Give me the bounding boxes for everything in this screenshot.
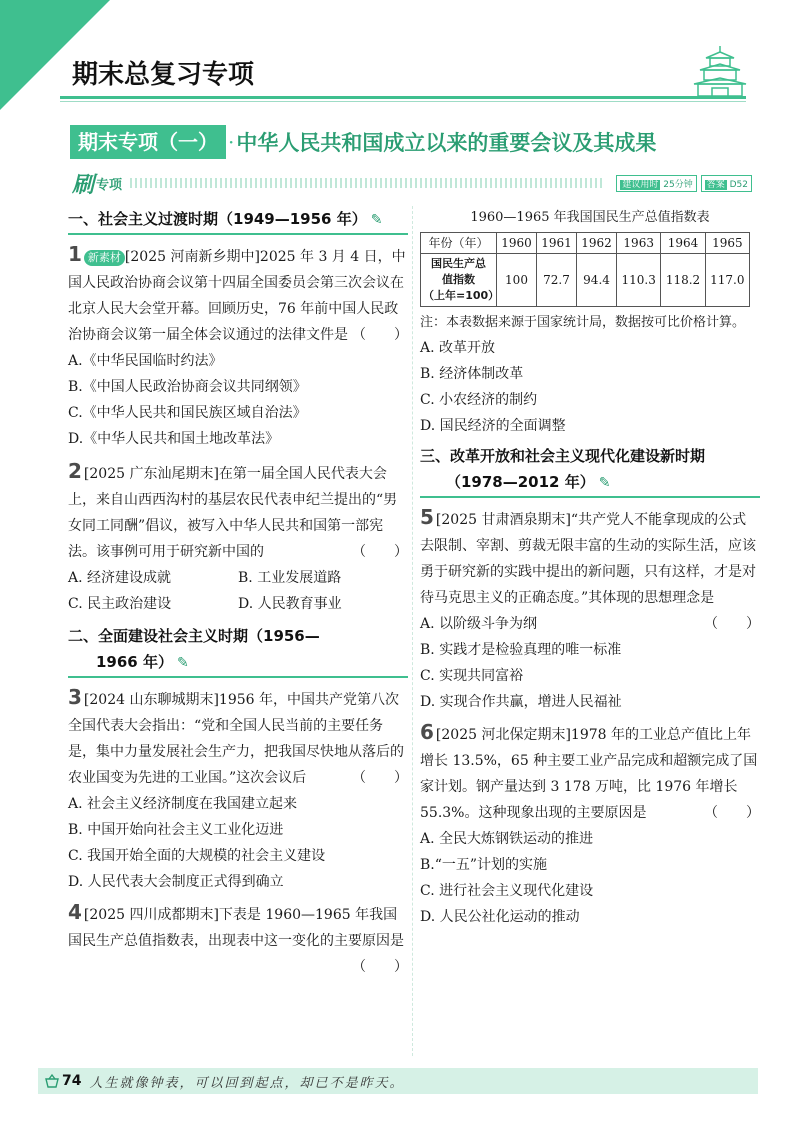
option-a: A. 经济建设成就: [68, 570, 172, 586]
question-number: 3: [68, 685, 82, 709]
option-a: A. 社会主义经济制度在我国建立起来: [68, 796, 298, 812]
pencil-icon: ✎: [176, 655, 189, 671]
table-year-cell: 1961: [537, 233, 577, 254]
answer-blank: （ ）: [704, 805, 760, 821]
option-b: B. 工业发展道路: [238, 570, 342, 586]
answer-blank: （ ）: [352, 327, 408, 343]
section-heading-2-text-b: 1966 年）: [96, 653, 173, 671]
option-a: A. 全民大炼钢铁运动的推进: [420, 831, 594, 847]
option-b: B. 中国开始向社会主义工业化迈进: [68, 822, 284, 838]
option-d: D. 实现合作共赢，增进人民福祉: [420, 694, 622, 710]
new-material-badge: 新素材: [84, 250, 125, 266]
option-c: C. 实现共同富裕: [420, 668, 524, 684]
table-note: 注：本表数据来源于国家统计局，数据按可比价格计算。: [420, 315, 746, 330]
options-row-1: [68, 565, 408, 591]
answer-tag: [701, 175, 752, 192]
option-a: A. 改革开放: [420, 340, 496, 356]
gnp-index-table: [420, 232, 750, 307]
table-year-cell: 1962: [577, 233, 617, 254]
section-heading-3-text-a: 三、改革开放和社会主义现代化建设新时期: [420, 447, 706, 465]
special-badge: 期末专项（一）: [70, 125, 226, 159]
brush-row: [72, 170, 752, 196]
option-c: C. 进行社会主义现代化建设: [420, 883, 594, 899]
options-row-2: [68, 591, 408, 617]
table-value-cell: 72.7: [537, 254, 577, 307]
option-a: A. 以阶级斗争为纲: [420, 616, 538, 632]
table-year-cell: 1965: [705, 233, 749, 254]
option-c: C. 小农经济的制约: [420, 392, 538, 408]
option-d: D. 国民经济的全面调整: [420, 418, 566, 434]
section-underline-1: [68, 233, 408, 235]
left-column: [68, 206, 408, 980]
answer-blank: （ ）: [704, 616, 760, 632]
table-header-label: 年份（年）: [421, 233, 497, 254]
time-tag: [616, 175, 696, 192]
option-c: C. 我国开始全面的大规模的社会主义建设: [68, 848, 326, 864]
section-heading-2b: [68, 649, 408, 676]
pencil-icon: ✎: [598, 475, 611, 491]
section-heading-1-text: 一、社会主义过渡时期（1949—1956 年）: [68, 210, 367, 228]
table-value-cell: 110.3: [617, 254, 661, 307]
header-rule-thin: [60, 101, 746, 102]
table-row-label: [421, 254, 500, 307]
section-heading-3: [420, 443, 760, 469]
special-main-title: 中华人民共和国成立以来的重要会议及其成果: [236, 131, 657, 155]
question-number: 5: [420, 505, 434, 529]
answer-value: D52: [729, 179, 748, 190]
option-b: B.“一五”计划的实施: [420, 857, 548, 873]
basket-icon: [44, 1073, 60, 1089]
table-value-row: [421, 254, 750, 307]
page-header-title: 期末总复习专项: [60, 55, 720, 95]
option-b: B.《中国人民政治协商会议共同纲领》: [68, 379, 307, 395]
answer-blank: （ ）: [352, 959, 408, 975]
right-column: [420, 206, 760, 932]
question-5: [420, 504, 760, 715]
answer-label: 答案: [706, 179, 725, 190]
header-band: [0, 0, 800, 118]
time-value: 25分钟: [663, 179, 693, 190]
table-value-cell: 117.0: [705, 254, 749, 307]
table-title: 1960—1965 年我国国民生产总值指数表: [470, 210, 710, 225]
question-text: [2024 山东聊城期末]1956 年，中国共产党第八次全国代表大会指出：“党和全国人民当前的主要任务是，集中力量发展社会生产力，把我国尽快地从落后的农业国变为先进的工业国。”这次会议后: [68, 692, 404, 786]
header-rule: [60, 96, 746, 99]
option-d: D. 人民教育事业: [238, 596, 342, 612]
section-heading-3b: [420, 469, 760, 496]
time-label: 建议用时: [622, 179, 659, 190]
option-a: A.《中华民国临时约法》: [68, 353, 223, 369]
pagoda-icon: [690, 44, 750, 98]
page-footer: [38, 1068, 758, 1094]
table-row-label-line2: 值指数: [442, 273, 475, 286]
question-4: [68, 899, 408, 975]
special-title: [70, 124, 760, 160]
special-dot: ·: [228, 130, 235, 154]
option-c: C. 民主政治建设: [68, 596, 172, 612]
question-number: 6: [420, 720, 434, 744]
table-value-cell: 118.2: [661, 254, 705, 307]
brush-sub-label: 专项: [96, 177, 123, 193]
question-1: [68, 241, 408, 452]
table-row-label-line3: （上年=100）: [423, 289, 500, 302]
option-d: D.《中华人民共和国土地改革法》: [68, 431, 280, 447]
question-2: [68, 458, 408, 617]
section-heading-1: [68, 206, 408, 233]
column-divider: [412, 206, 413, 1056]
option-d: D. 人民代表大会制度正式得到确立: [68, 874, 284, 890]
table-value-cell: 94.4: [577, 254, 617, 307]
brush-dotted-line: [130, 178, 604, 188]
option-b: B. 实践才是检验真理的唯一标准: [420, 642, 622, 658]
question-number: 2: [68, 459, 82, 483]
question-text: [2025 广东汕尾期末]在第一届全国人民代表大会上，来自山西西沟村的基层农民代表申纪兰提出的“男女同工同酬”倡议，被写入中华人民共和国第一部宪法。该事例可用于研究新中国的: [68, 466, 398, 560]
section-underline-3: [420, 496, 760, 498]
question-text: [2025 河北保定期末]1978 年的工业总产值比上年增长 13.5%，65 种主要工业产品完成和超额完成了国家计划。钢产量达到 3 178 万吨，比 1976 年增长 55.3%。这种现象出现的主要原因是: [420, 727, 758, 821]
option-d: D. 人民公社化运动的推动: [420, 909, 580, 925]
answer-blank: （ ）: [352, 544, 408, 560]
question-3: [68, 684, 408, 895]
question-number: 4: [68, 900, 82, 924]
question-text: [2025 四川成都期末]下表是 1960—1965 年我国国民生产总值指数表，出现表中这一变化的主要原因是: [68, 907, 404, 949]
question-text: [2025 甘肃酒泉期末]“共产党人不能拿现成的公式去限制、宰割、剪裁无限丰富的生动的实际生活，应该勇于研究新的实践中提出的新问题，只有这样，才是对待马克思主义的正确态度。”其体现的思想理念是: [420, 512, 756, 606]
table-value-cell: 100: [497, 254, 537, 307]
section-heading-2-text-a: 二、全面建设社会主义时期（1956—: [68, 627, 320, 645]
table-year-cell: 1963: [617, 233, 661, 254]
table-header-row: [421, 233, 750, 254]
option-c: C.《中华人民共和国民族区域自治法》: [68, 405, 307, 421]
page-number: 74: [62, 1073, 82, 1089]
footer-motto: 人生就像钟表，可以回到起点，却已不是昨天。: [89, 1075, 405, 1091]
pencil-icon: ✎: [370, 212, 383, 228]
brush-label: 刷: [72, 172, 95, 198]
table-year-cell: 1964: [661, 233, 705, 254]
section-heading-3-text-b: （1978—2012 年）: [446, 473, 595, 491]
section-heading-2: [68, 623, 408, 649]
question-6: [420, 719, 760, 930]
answer-blank: （ ）: [352, 770, 408, 786]
table-row-label-line1: 国民生产总: [431, 257, 486, 270]
question-text: [2025 河南新乡期中]2025 年 3 月 4 日，中国人民政治协商会议第十四届全国委员会第三次会议在北京人民大会堂开幕。回顾历史，76 年前中国人民政治协商会议第一届全体会议通过的法律文件是: [68, 249, 406, 343]
question-number: 1: [68, 242, 82, 266]
section-underline-2: [68, 676, 408, 678]
option-b: B. 经济体制改革: [420, 366, 524, 382]
table-year-cell: 1960: [497, 233, 537, 254]
